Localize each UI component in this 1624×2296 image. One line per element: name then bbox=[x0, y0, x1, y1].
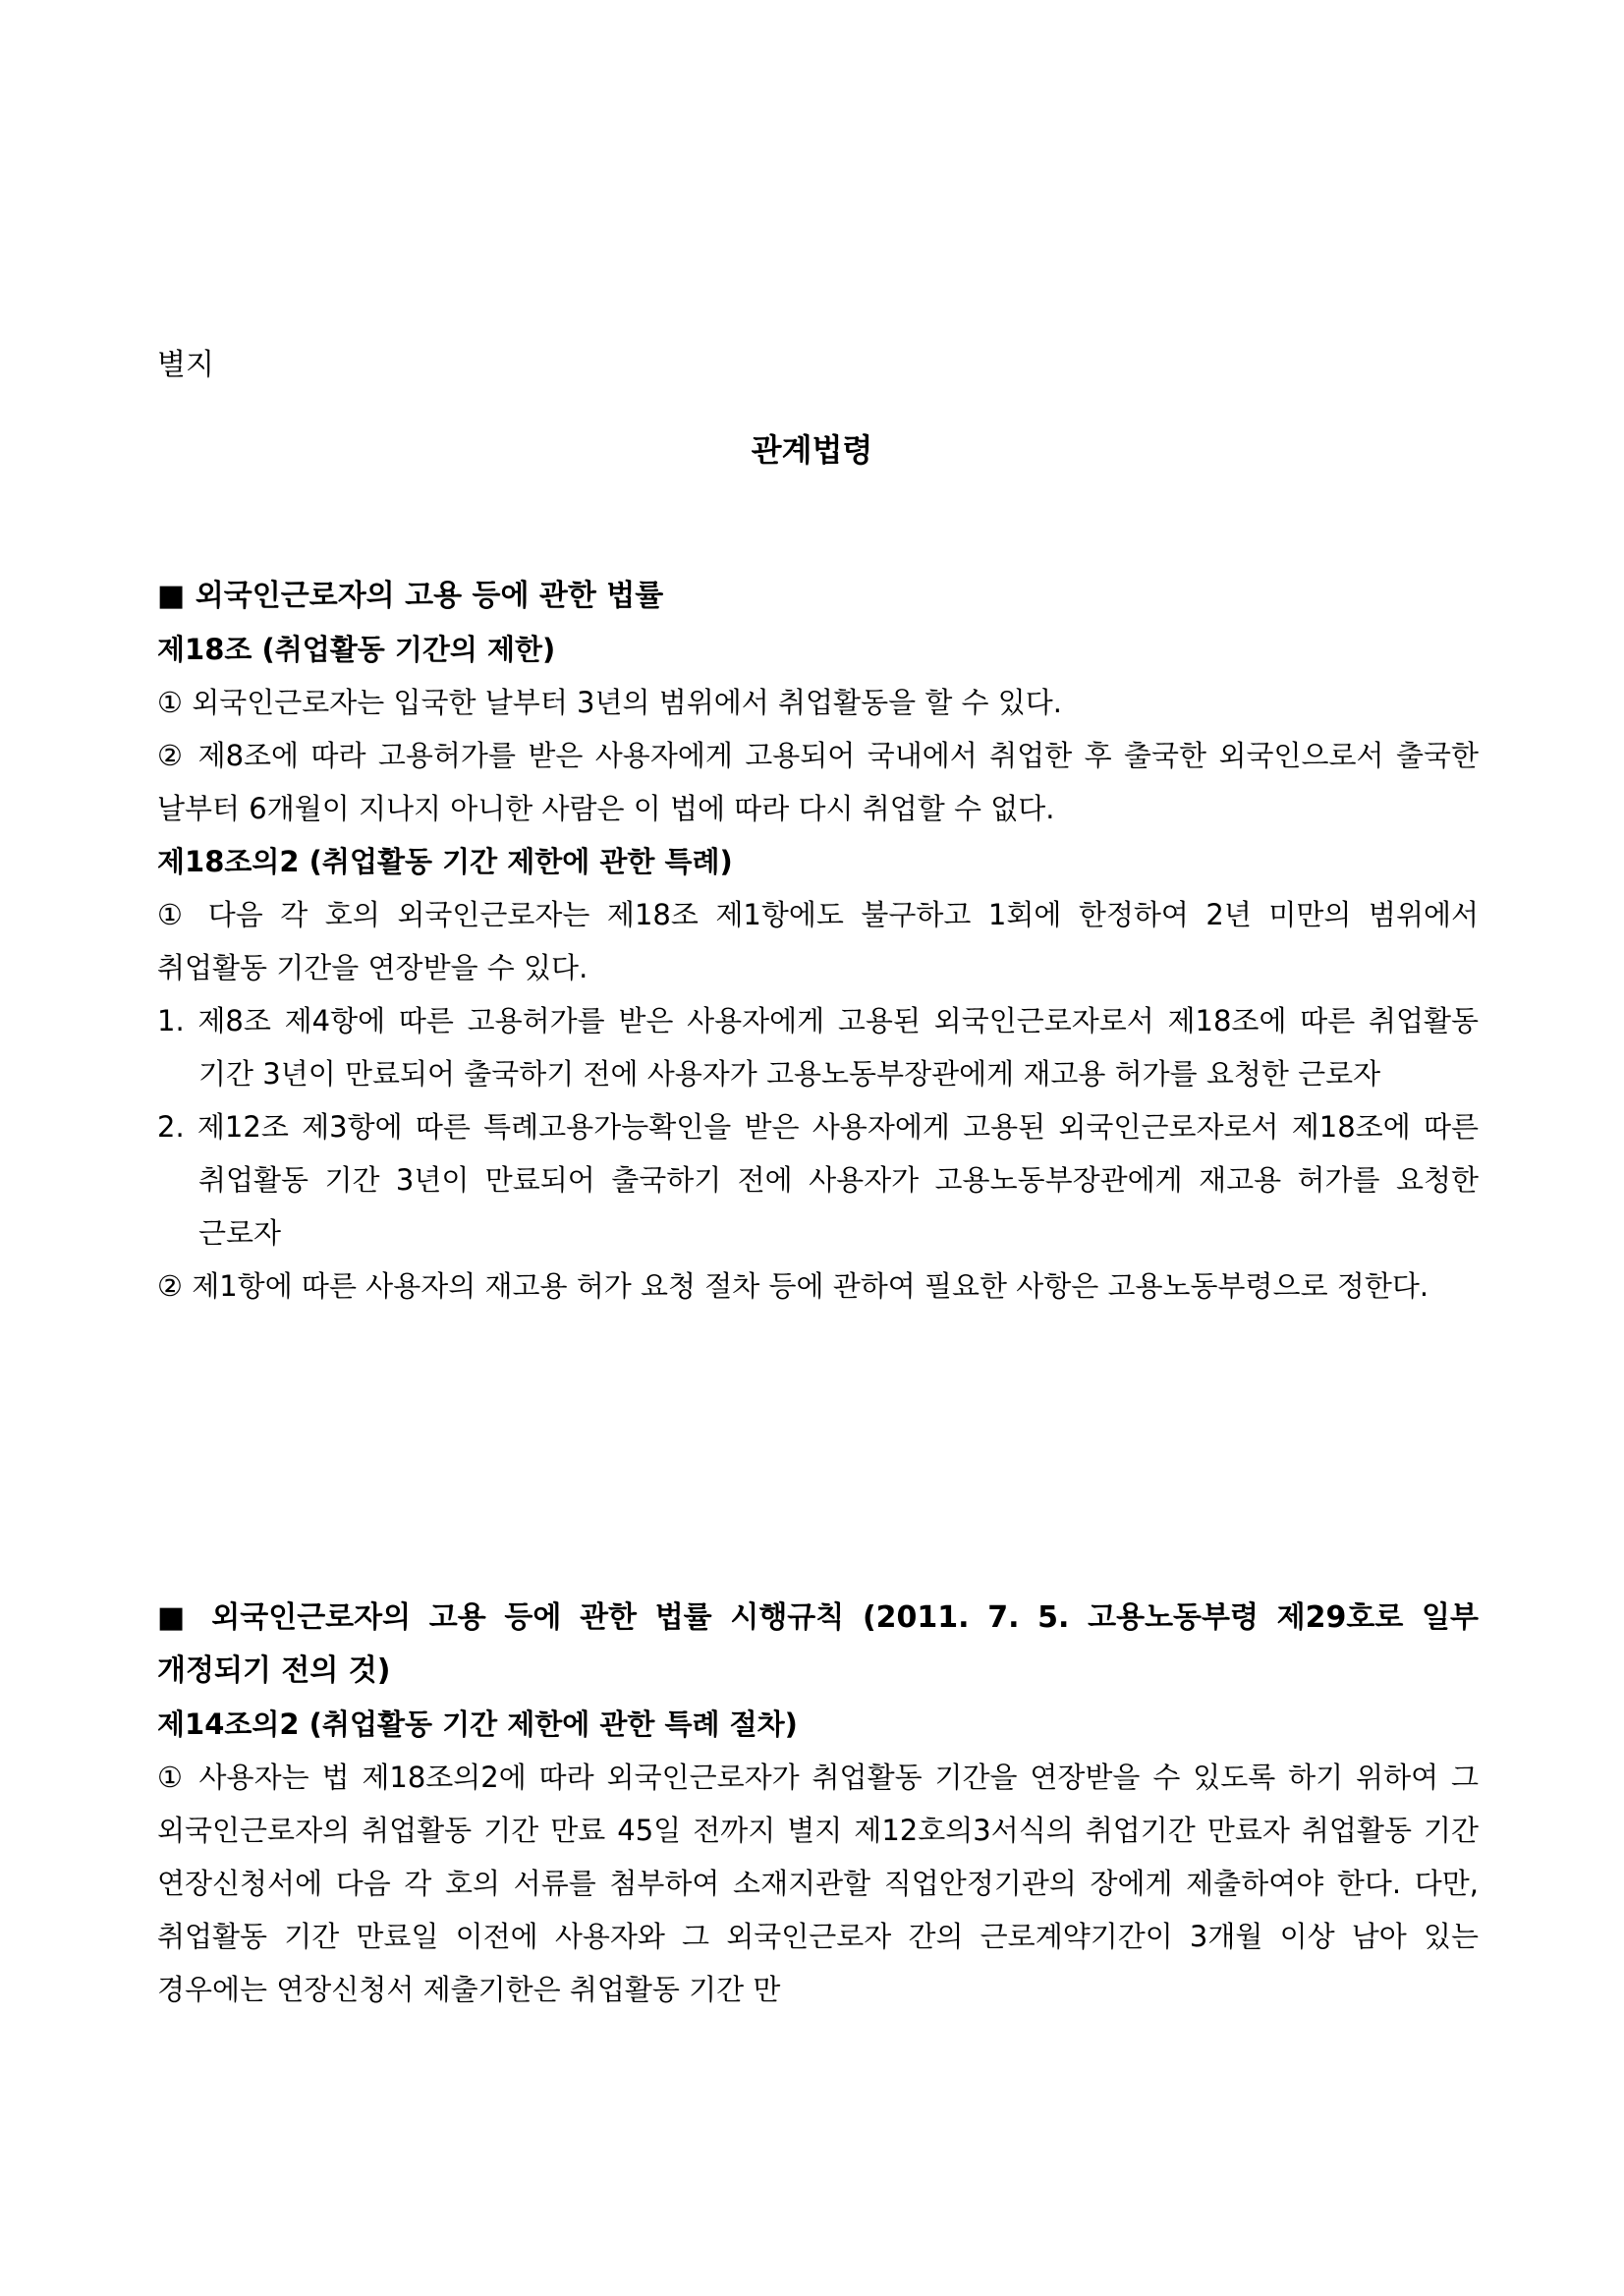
section-enforcement-rules bbox=[157, 1592, 1479, 2016]
document-title: 관계법령 bbox=[751, 431, 873, 469]
paragraph: ① 외국인근로자는 입국한 날부터 3년의 범위에서 취업활동을 할 수 있다. bbox=[157, 686, 1063, 719]
paragraph: ② 제8조에 따라 고용허가를 받은 사용자에게 고용되어 국내에서 취업한 후 출국한 외국인으로서 출국한 날부터 6개월이 지나지 아니한 사람은 이 법에 따라 다시 취업할 수 없다. bbox=[157, 739, 1479, 825]
numbered-item: 2. 제12조 제3항에 따른 특례고용가능확인을 받은 사용자에게 고용된 외국인근로자로서 제18조에 따른 취업활동 기간 3년이 만료되어 출국하기 전에 사용자가 고용노동부장관에게 재고용 허가를 요청한 근로자 bbox=[157, 1110, 1479, 1250]
section-labor-act bbox=[157, 570, 1479, 1313]
attachment-label: 별지 bbox=[157, 348, 214, 382]
article-title: 제18조 (취업활동 기간의 제한) bbox=[157, 633, 556, 666]
section-heading: ■ 외국인근로자의 고용 등에 관한 법률 bbox=[157, 579, 664, 613]
numbered-item: 1. 제8조 제4항에 따른 고용허가를 받은 사용자에게 고용된 외국인근로자로서 제18조에 따른 취업활동 기간 3년이 만료되어 출국하기 전에 사용자가 고용노동부장관에게 재고용 허가를 요청한 근로자 bbox=[157, 1004, 1479, 1091]
article-title: 제14조의2 (취업활동 기간 제한에 관한 특례 절차) bbox=[157, 1708, 798, 1741]
paragraph: ② 제1항에 따른 사용자의 재고용 허가 요청 절차 등에 관하여 필요한 사항은 고용노동부령으로 정한다. bbox=[157, 1269, 1429, 1303]
paragraph: ① 사용자는 법 제18조의2에 따라 외국인근로자가 취업활동 기간을 연장받을 수 있도록 하기 위하여 그 외국인근로자의 취업활동 기간 만료 45일 전까지 별지 제12호의3서식의 취업기간 만료자 취업활동 기간 연장신청서에 다음 각 호의 서류를 첨부하여 소재지관할 직업안정기관의 장에게 제출하여야 한다. 다만, 취업활동 기간 만료일 이전에 사용자와 그 외국인근로자 간의 근로계약기간이 3개월 이상 남아 있는 경우에는 연장신청서 제출기한은 취업활동 기간 만 bbox=[157, 1761, 1479, 2006]
section-heading: ■ 외국인근로자의 고용 등에 관한 법률 시행규칙 (2011. 7. 5. 고용노동부령 제29호로 일부 개정되기 전의 것) bbox=[157, 1600, 1479, 1688]
article-title: 제18조의2 (취업활동 기간 제한에 관한 특례) bbox=[157, 845, 733, 878]
paragraph: ① 다음 각 호의 외국인근로자는 제18조 제1항에도 불구하고 1회에 한정하여 2년 미만의 범위에서 취업활동 기간을 연장받을 수 있다. bbox=[157, 898, 1479, 984]
